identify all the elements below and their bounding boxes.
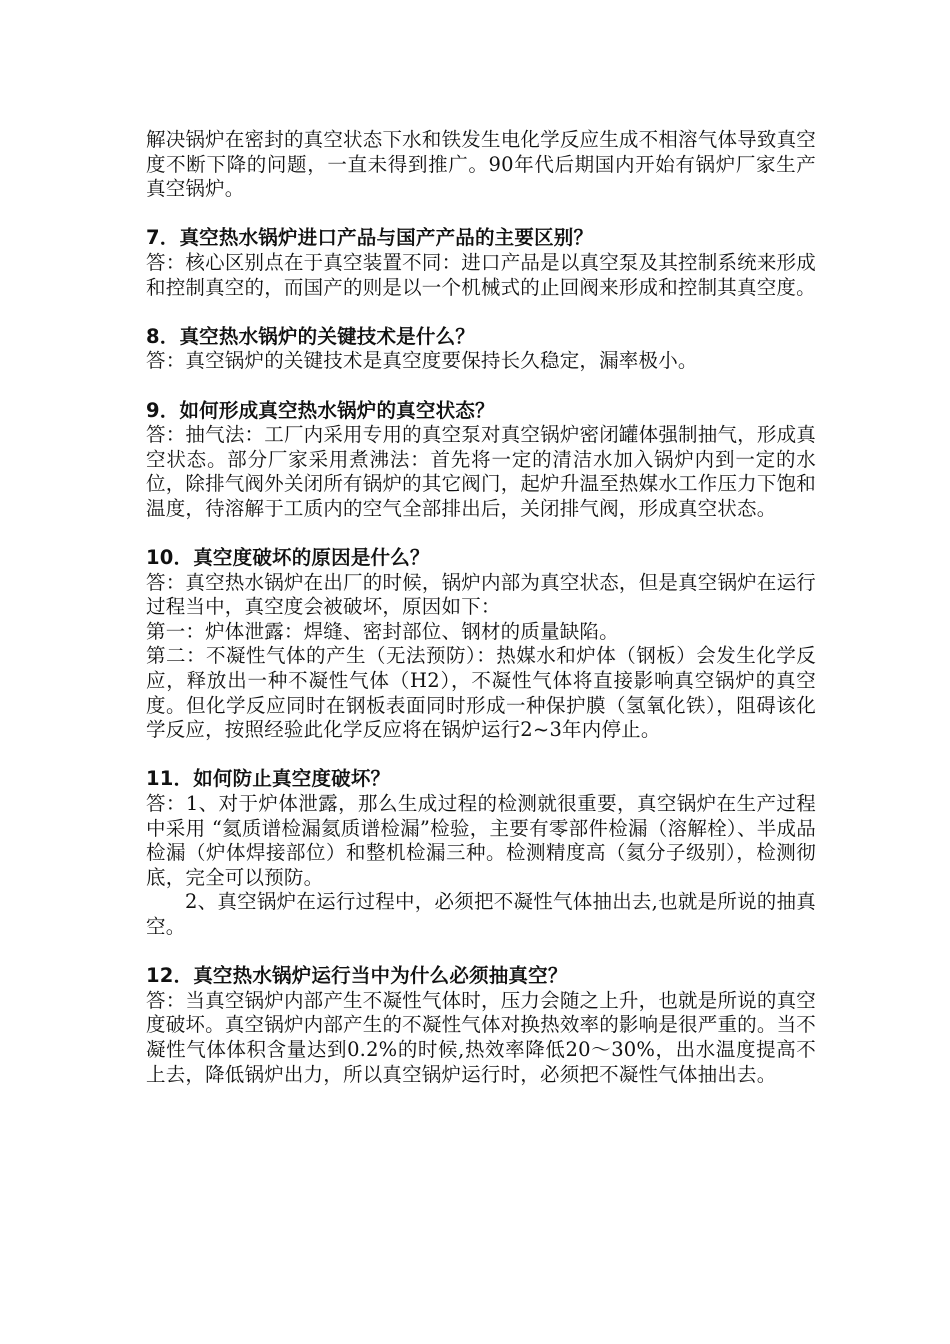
intro-paragraph [146,128,816,202]
section-heading: 9．如何形成真空热水锅炉的真空状态？ [146,398,495,422]
answer-text: 第二：不凝性气体的产生（无法预防）：热媒水和炉体（钢板）会发生化学反应，释放出一种不凝性气体（H2），不凝性气体将直接影响真空锅炉的真空度。但化学反应同时在钢板表面同时形成一种保护膜（氢氧化铁），阻碍该化学反应，按照经验此化学反应将在锅炉运行2~3年内停止。 [146,644,816,742]
section-heading: 10．真空度破坏的原因是什么？ [146,546,430,570]
section-q7 [146,226,816,300]
section-heading: 11．如何防止真空度破坏？ [146,767,391,791]
section-q11 [146,767,816,939]
section-heading: 8．真空热水锅炉的关键技术是什么？ [146,324,475,348]
section-heading: 12．真空热水锅炉运行当中为什么必须抽真空？ [146,964,568,988]
answer-text: 答：抽气法：工厂内采用专用的真空泵对真空锅炉密闭罐体强制抽气，形成真空状态。部分厂家采用煮沸法：首先将一定的清洁水加入锅炉内到一定的水位，除排气阀外关闭所有锅炉的其它阀门，起炉升温至热媒水工作压力下饱和温度，待溶解于工质内的空气全部排出后，关闭排气阀，形成真空状态。 [146,423,816,520]
answer-text: 答：真空热水锅炉在出厂的时候，锅炉内部为真空状态，但是真空锅炉在运行过程当中，真空度会被破坏，原因如下： [146,570,816,619]
intro-text: 解决锅炉在密封的真空状态下水和铁发生电化学反应生成不相溶气体导致真空度不断下降的问题，一直未得到推广。90年代后期国内开始有锅炉厂家生产真空锅炉。 [146,128,816,201]
section-q10 [146,546,816,743]
answer-text: 答：核心区别点在于真空装置不同：进口产品是以真空泵及其控制系统来形成和控制真空的，而国产的则是以一个机械式的止回阀来形成和控制其真空度。 [146,250,816,299]
answer-text: 第一：炉体泄露：焊缝、密封部位、钢材的质量缺陷。 [146,619,619,643]
section-q9 [146,399,816,522]
document-page [146,128,816,1087]
section-q12 [146,964,816,1087]
answer-text: 答：1、对于炉体泄露，那么生成过程的检测就很重要，真空锅炉在生产过程中采用 “氦质谱检漏氦质谱检漏”检验，主要有零部件检漏（溶解栓）、半成品检漏（炉体焊接部位）和整机检漏三种。检测精度高（氦分子级别），检测彻底，完全可以预防。 [146,792,816,889]
section-q8 [146,325,816,374]
section-heading: 7．真空热水锅炉进口产品与国产产品的主要区别？ [146,226,594,250]
answer-text: 答：真空锅炉的关键技术是真空度要保持长久稳定，漏率极小。 [146,349,698,373]
answer-text: 答：当真空锅炉内部产生不凝性气体时，压力会随之上升，也就是所说的真空度破坏。真空锅炉内部产生的不凝性气体对换热效率的影响是很严重的。当不凝性气体体积含量达到0.2%的时候,热效率降低20～30%，出水温度提高不上去，降低锅炉出力，所以真空锅炉运行时，必须把不凝性气体抽出去。 [146,988,816,1086]
answer-text: 2、真空锅炉在运行过程中，必须把不凝性气体抽出去,也就是所说的抽真空。 [146,890,816,938]
